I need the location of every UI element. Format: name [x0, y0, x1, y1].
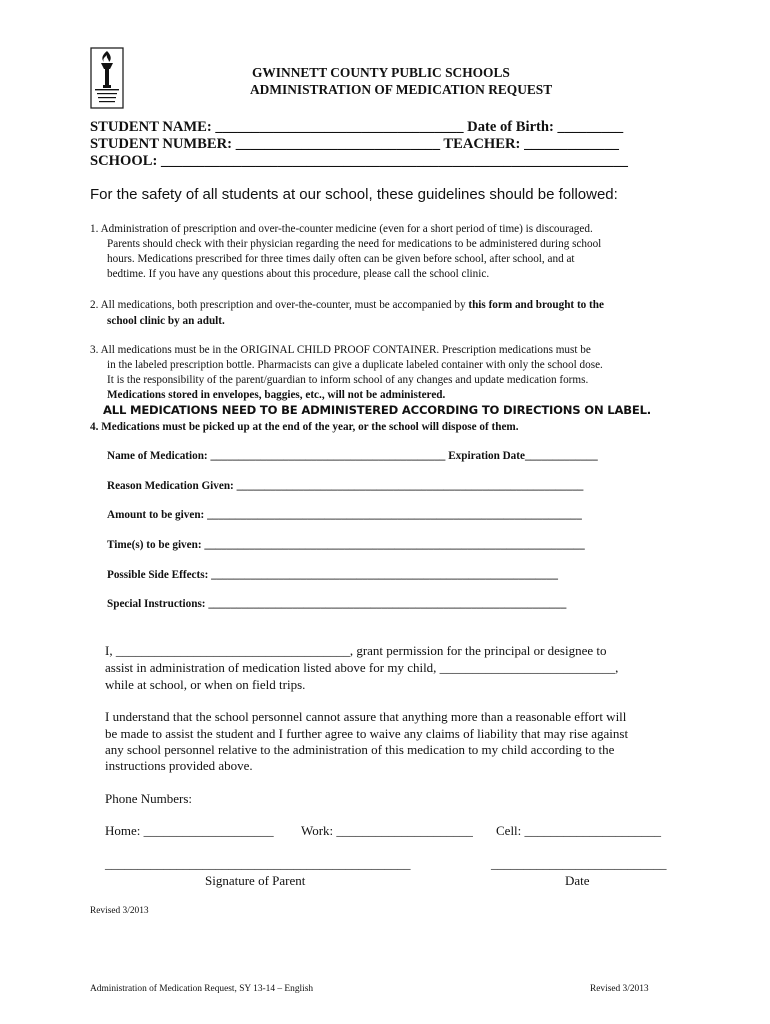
- directions-on-label-notice: ALL MEDICATIONS NEED TO BE ADMINISTERED ACCORDING TO DIRECTIONS ON LABEL.: [103, 403, 652, 417]
- cell-phone-field[interactable]: Cell: _____________________: [496, 823, 662, 838]
- medication-name-field[interactable]: Name of Medication: __________________________________________ Expiration Date_____________: [107, 450, 598, 462]
- guidelines-intro: For the safety of all students at our school, these guidelines should be followed:: [90, 186, 618, 203]
- footer-form-name: Administration of Medication Request, SY 13-14 – English: [90, 984, 314, 994]
- guideline-4: 4. Medications must be picked up at the end of the year, or the school will dispose of them.: [90, 421, 519, 433]
- work-phone-field[interactable]: Work: _____________________: [301, 823, 473, 838]
- guideline-3-line-3: It is the responsibility of the parent/guardian to inform school of any changes and update medication forms.: [107, 374, 589, 386]
- guideline-1-line-1: 1. Administration of prescription and over-the-counter medicine (even for a short period of time) is discouraged.: [90, 223, 593, 235]
- possible-side-effects-field[interactable]: Possible Side Effects: ______________________________________________________________: [107, 569, 558, 581]
- special-instructions-field[interactable]: Special Instructions: ________________________________________________________________: [107, 598, 567, 610]
- liability-line-1: I understand that the school personnel cannot assure that anything more than a reasonable effort will: [105, 709, 627, 724]
- guideline-3-line-4: Medications stored in envelopes, baggies, etc., will not be administered.: [107, 389, 446, 401]
- guideline-3-line-2: in the labeled prescription bottle. Pharmacists can give a duplicate labeled container with only the school dose.: [107, 359, 603, 371]
- guideline-2-line-2: school clinic by an adult.: [107, 315, 225, 327]
- reason-medication-given-field[interactable]: Reason Medication Given: ______________________________________________________________: [107, 480, 584, 492]
- parent-signature-label: Signature of Parent: [205, 873, 306, 888]
- student-number-teacher-field[interactable]: STUDENT NUMBER: ____________________________ TEACHER: _____________: [90, 136, 619, 152]
- student-name-dob-field[interactable]: STUDENT NAME: __________________________________ Date of Birth: _________: [90, 119, 624, 135]
- guideline-1-line-2: Parents should check with their physician regarding the need for medications to be administered during school: [107, 238, 602, 250]
- liability-line-4: instructions provided above.: [105, 758, 253, 773]
- guideline-2-line-1: [90, 298, 604, 313]
- home-phone-field[interactable]: Home: ____________________: [105, 823, 274, 838]
- amount-to-be-given-field[interactable]: Amount to be given: ___________________________________________________________________: [107, 509, 582, 521]
- parent-signature-line[interactable]: _______________________________________________: [105, 856, 411, 871]
- gcps-torch-logo: [90, 47, 124, 109]
- guideline-2-text: 2. All medications, both prescription and over-the-counter, must be accompanied by: [90, 299, 469, 311]
- guideline-2-emphasis: this form and brought to the: [468, 299, 604, 311]
- times-to-be-given-field[interactable]: Time(s) to be given: ____________________________________________________________________: [107, 539, 585, 551]
- permission-line-1[interactable]: I, ____________________________________, grant permission for the principal or designee to: [105, 643, 607, 658]
- permission-line-2[interactable]: assist in administration of medication listed above for my child, ___________________________,: [105, 660, 619, 675]
- liability-line-3: any school personnel relative to the administration of this medication to my child according to the: [105, 742, 615, 757]
- date-signature-label: Date: [565, 873, 590, 888]
- district-name: GWINNETT COUNTY PUBLIC SCHOOLS: [252, 65, 510, 80]
- guideline-3-line-1: 3. All medications must be in the ORIGINAL CHILD PROOF CONTAINER. Prescription medications must be: [90, 344, 591, 356]
- guideline-1-line-3: hours. Medications prescribed for three times daily often can be given before school, after school, and at: [107, 253, 575, 265]
- permission-line-3: while at school, or when on field trips.: [105, 677, 306, 692]
- revised-date: Revised 3/2013: [90, 906, 149, 916]
- footer-revised: Revised 3/2013: [590, 984, 649, 994]
- guideline-1-line-4: bedtime. If you have any questions about this procedure, please call the school clinic.: [107, 268, 490, 280]
- date-signature-line[interactable]: ___________________________: [491, 856, 667, 871]
- liability-line-2: be made to assist the student and I further agree to waive any claims of liability that may rise against: [105, 726, 629, 741]
- school-field[interactable]: SCHOOL: ________________________________________________________________: [90, 153, 628, 169]
- phone-numbers-heading: Phone Numbers:: [105, 791, 193, 806]
- form-title: ADMINISTRATION OF MEDICATION REQUEST: [250, 82, 553, 97]
